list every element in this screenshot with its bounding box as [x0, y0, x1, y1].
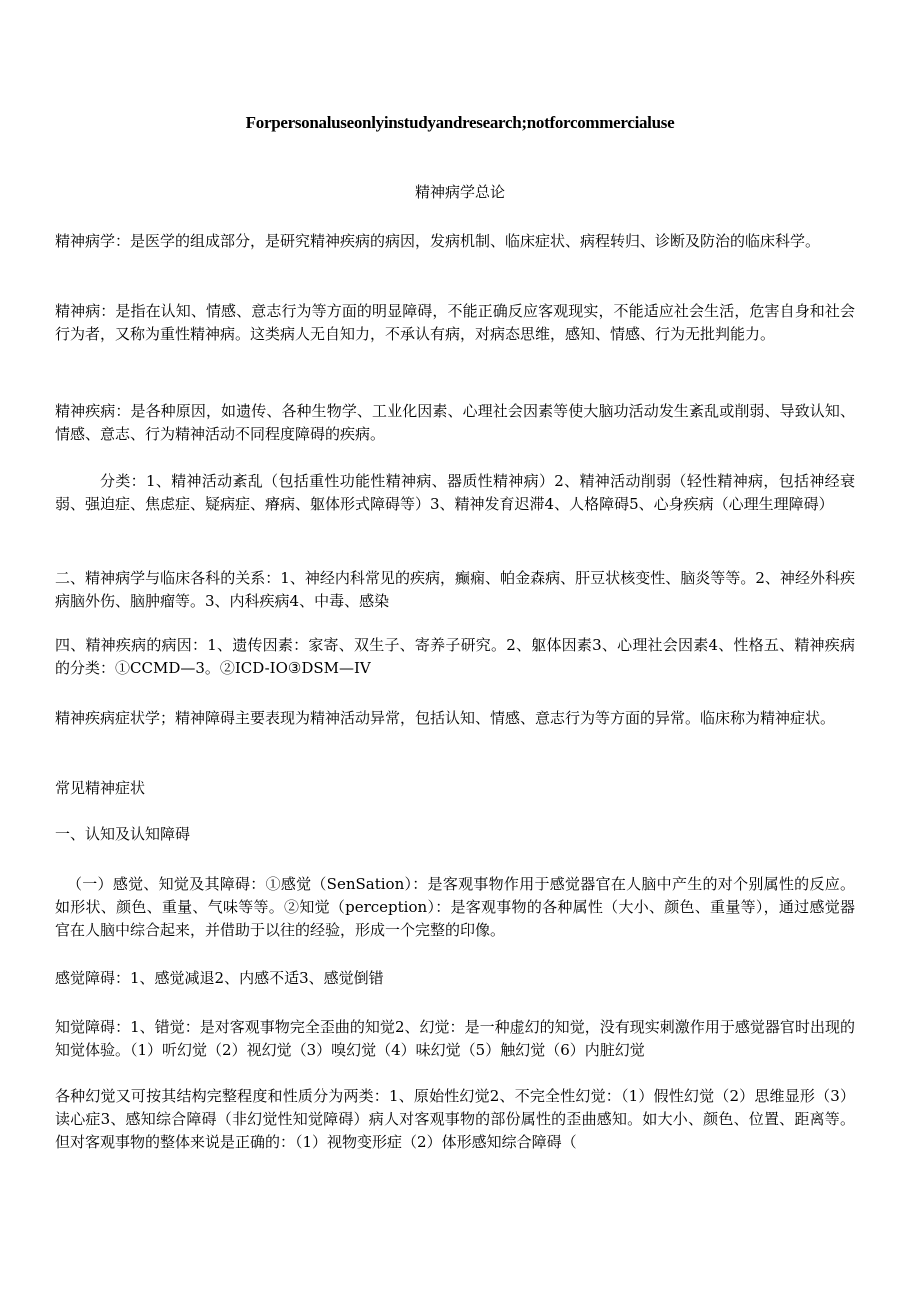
paragraph-definition-psychiatry: 精神病学：是医学的组成部分，是研究精神疾病的病因，发病机制、临床症状、病程转归、诊断及防治的临床科学。	[55, 232, 821, 250]
paragraph-definition-mental-disorder: 精神疾病：是各种原因，如遗传、各种生物学、工业化因素、心理社会因素等使大脑功活动发生紊乱或削弱、导致认知、情感、意志、行为精神活动不同程度障碍的疾病。	[55, 402, 855, 443]
paragraph-clinical-relations: 二、精神病学与临床各科的关系：1、神经内科常见的疾病，癫痫、帕金森病、肝豆状核变性、脑炎等等。2、神经外科疾病脑外伤、脑肿瘤等。3、内科疾病4、中毒、感染	[55, 569, 855, 610]
paragraph-sensation-perception: （一）感觉、知觉及其障碍：①感觉（SenSation）：是客观事物作用于感觉器官在人脑中产生的对个别属性的反应。如形状、颜色、重量、气味等等。②知觉（perception）：是客观事物的各种属性（大小、颜色、重量等），通过感觉器官在人脑中综合起来，并借助于以往的经验，形成一个完整的印像。	[55, 875, 855, 939]
paragraph-sensation-disorders: 感觉障碍：1、感觉减退2、内感不适3、感觉倒错	[55, 969, 384, 987]
paragraph-definition-psychosis: 精神病：是指在认知、情感、意志行为等方面的明显障碍，不能正确反应客观现实，不能适应社会生活，危害自身和社会行为者，又称为重性精神病。这类病人无自知力，不承认有病，对病态思维，感知、情感、行为无批判能力。	[55, 302, 855, 343]
paragraph-classification: 分类：1、精神活动紊乱（包括重性功能性精神病、器质性精神病）2、精神活动削弱（轻性精神病，包括神经衰弱、强迫症、焦虑症、疑病症、瘠病、躯体形式障碍等）3、精神发育迟滞4、人格障碍5、心身疾病（心理生理障碍）	[55, 472, 855, 513]
paragraph-etiology: 四、精神疾病的病因：1、遗传因素：家寄、双生子、寄养子研究。2、躯体因素3、心理社会因素4、性格五、精神疾病的分类：①CCMD—3。②ICD-IO③DSM—IV	[55, 636, 855, 677]
section-heading-cognition: 一、认知及认知障碍	[55, 825, 191, 843]
disclaimer-header: Forpersonaluseonlyinstudyandresearch;notforcommercialuse	[245, 113, 675, 132]
paragraph-perception-disorders: 知觉障碍：1、错觉：是对客观事物完全歪曲的知觉2、幻觉：是一种虚幻的知觉，没有现实刺激作用于感觉器官时出现的知觉体验。（1）听幻觉（2）视幻觉（3）嗅幻觉（4）味幻觉（5）触幻觉（6）内脏幻觉	[55, 1018, 855, 1059]
paragraph-hallucination-types: 各种幻觉又可按其结构完整程度和性质分为两类：1、原始性幻觉2、不完全性幻觉：（1）假性幻觉（2）思维显形（3）读心症3、感知综合障碍（非幻觉性知觉障碍）病人对客观事物的部份属性的歪曲感知。如大小、颜色、位置、距离等。但对客观事物的整体来说是正确的：（1）视物变形症（2）体形感知综合障碍（	[55, 1087, 855, 1151]
section-heading-common-symptoms: 常见精神症状	[55, 779, 146, 797]
paragraph-symptomatology: 精神疾病症状学；精神障碍主要表现为精神活动异常，包括认知、情感、意志行为等方面的异常。临床称为精神症状。	[55, 709, 836, 727]
page-title: 精神病学总论	[414, 183, 505, 201]
